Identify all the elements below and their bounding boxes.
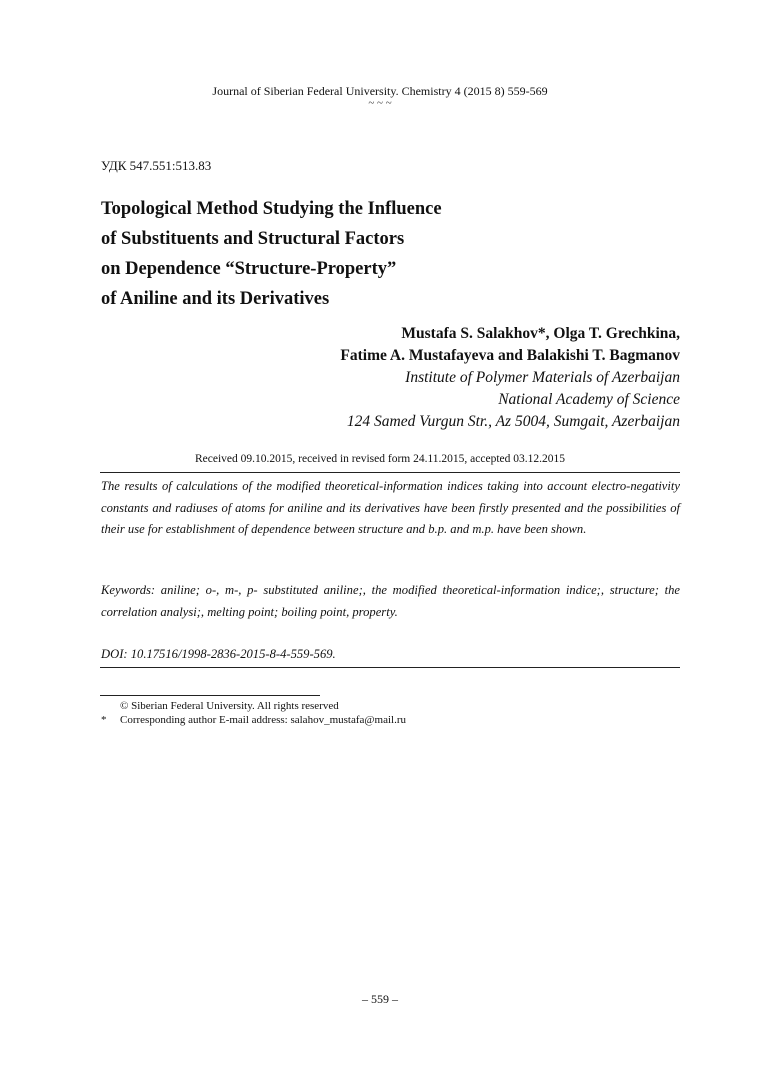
abstract-top-rule — [100, 472, 680, 473]
affiliation-line: 124 Samed Vurgun Str., Az 5004, Sumgait, Azerbaijan — [346, 413, 680, 430]
doi: DOI: 10.17516/1998-2836-2015-8-4-559-569. — [101, 647, 336, 661]
affiliation-line: Institute of Polymer Materials of Azerbaijan — [405, 369, 680, 386]
title-line: on Dependence “Structure-Property” — [101, 259, 397, 279]
journal-header: Journal of Siberian Federal University. Chemistry 4 (2015 8) 559-569 — [212, 84, 548, 98]
abstract: The results of calculations of the modified theoretical-information indices taking into account electro-negativity constants and radiuses of atoms for aniline and its derivatives have been firstly presented and the possibilities of their use for establishment of dependence between structure and b.p. and m.p. have been shown. — [101, 479, 680, 536]
copyright-footnote: © Siberian Federal University. All rights reserved — [120, 700, 339, 712]
affiliation — [347, 367, 680, 433]
title-line: of Substituents and Structural Factors — [101, 229, 405, 249]
footnote-asterisk: * — [101, 714, 107, 726]
corresponding-author-footnote: Corresponding author E-mail address: salahov_mustafa@mail.ru — [120, 714, 406, 726]
affiliation-line: National Academy of Science — [498, 391, 680, 408]
abstract-bottom-rule — [100, 667, 680, 668]
received-dates: Received 09.10.2015, received in revised form 24.11.2015, accepted 03.12.2015 — [194, 453, 566, 465]
page-number: – 559 – — [362, 992, 398, 1006]
udc-code: УДК 547.551:513.83 — [101, 158, 212, 173]
article-title — [101, 194, 561, 314]
footnote-rule — [100, 695, 320, 696]
title-line: of Aniline and its Derivatives — [101, 289, 330, 309]
authors-line: Mustafa S. Salakhov*, Olga T. Grechkina, — [401, 325, 680, 342]
keywords: Keywords: aniline; o-, m-, p- substituted aniline;, the modified theoretical-information indice;, structure; the correlation analysi;, melting point; boiling point, property. — [101, 583, 680, 619]
authors-line: Fatime A. Mustafayeva and Balakishi T. Bagmanov — [340, 347, 680, 364]
title-line: Topological Method Studying the Influence — [101, 199, 442, 219]
header-ornament: ~ ~ ~ — [368, 97, 392, 109]
authors — [340, 323, 680, 367]
